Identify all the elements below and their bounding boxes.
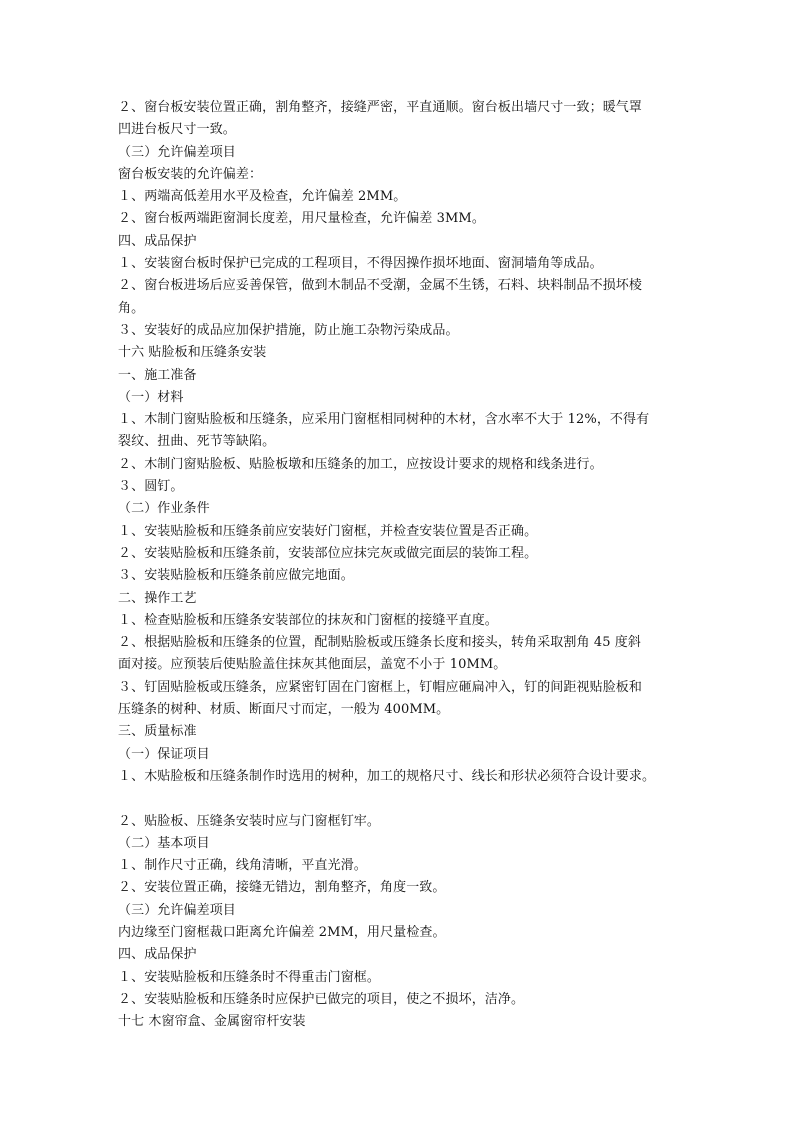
text-line: 凹进台板尺寸一致。 (118, 122, 236, 138)
text-line: ２、根据贴脸板和压缝条的位置，配制贴脸板或压缝条长度和接头，转角采取割角 45 度斜 (118, 635, 642, 651)
text-line: ２、窗台板两端距窗洞长度差，用尺量检查，允许偏差 3MM。 (118, 211, 485, 227)
text-line: 面对接。应预装后使贴脸盖住抹灰其他面层，盖宽不小于 10MM。 (118, 657, 507, 673)
text-line: 裂纹、扭曲、死节等缺陷。 (118, 434, 276, 450)
text-line: 角。 (118, 300, 145, 316)
text-line: 二、操作工艺 (118, 590, 197, 606)
text-line: ２、安装位置正确，接缝无错边，割角整齐，角度一致。 (118, 880, 446, 896)
text-line: 窗台板安装的允许偏差： (118, 166, 263, 182)
text-line: 三、质量标准 (118, 724, 197, 740)
text-line: 压缝条的树种、材质、断面尺寸而定，一般为 400MM。 (118, 702, 450, 718)
text-line: （二）基本项目 (118, 835, 210, 851)
text-line: １、检查贴脸板和压缝条安装部位的抹灰和门窗框的接缝平直度。 (118, 612, 498, 628)
text-line: 四、成品保护 (118, 947, 197, 963)
text-line: 十六 贴脸板和压缝条安装 (118, 345, 267, 361)
text-line: ２、木制门窗贴脸板、贴脸板墩和压缝条的加工，应按设计要求的规格和线条进行。 (118, 456, 603, 472)
text-line: ３、钉固贴脸板或压缝条，应紧密钉固在门窗框上，钉帽应砸扁冲入，钉的间距视贴脸板和 (118, 679, 643, 695)
text-line: ３、圆钉。 (118, 479, 184, 495)
text-line: ２、窗台板进场后应妥善保管，做到木制品不受潮，金属不生锈，石料、块料制品不损坏棱 (118, 278, 643, 294)
text-line: １、安装窗台板时保护已完成的工程项目，不得因操作损坏地面、窗洞墙角等成品。 (118, 256, 603, 272)
text-line: １、安装贴脸板和压缝条前应安装好门窗框，并检查安装位置是否正确。 (118, 523, 538, 539)
text-line: （三）允许偏差项目 (118, 902, 236, 918)
text-line: 内边缘至门窗框裁口距离允许偏差 2MM，用尺量检查。 (118, 924, 446, 940)
text-line: 四、成品保护 (118, 233, 197, 249)
text-line: ３、安装贴脸板和压缝条前应做完地面。 (118, 568, 354, 584)
text-line (118, 788, 680, 810)
document-body (118, 97, 680, 1033)
text-line: ２、安装贴脸板和压缝条时应保护已做完的项目，使之不损坏，洁净。 (118, 991, 525, 1007)
text-line: ３、安装好的成品应加保护措施，防止施工杂物污染成品。 (118, 322, 459, 338)
text-line: ２、贴脸板、压缝条安装时应与门窗框钉牢。 (118, 813, 381, 829)
text-line: １、安装贴脸板和压缝条时不得重击门窗框。 (118, 969, 381, 985)
text-line: １、木制门窗贴脸板和压缝条，应采用门窗框相同树种的木材，含水率不大于 12%，不得有 (118, 412, 650, 428)
text-line: ２、安装贴脸板和压缝条前，安装部位应抹完灰或做完面层的装饰工程。 (118, 545, 538, 561)
text-line: １、两端高低差用水平及检查，允许偏差 2MM。 (118, 189, 407, 205)
text-line: １、制作尺寸正确，线角清晰，平直光滑。 (118, 858, 367, 874)
text-line: 十七 木窗帘盒、金属窗帘杆安装 (118, 1014, 306, 1030)
text-line: （一）保证项目 (118, 746, 210, 762)
text-line: １、木贴脸板和压缝条制作时选用的树种，加工的规格尺寸、线长和形状必须符合设计要求。 (118, 768, 656, 784)
text-line: （二）作业条件 (118, 501, 210, 517)
text-line: （三）允许偏差项目 (118, 144, 236, 160)
text-line: （一）材料 (118, 389, 184, 405)
text-line: ２、窗台板安装位置正确，割角整齐，接缝严密，平直通顺。窗台板出墙尺寸一致；暖气罩 (118, 100, 643, 115)
text-line: 一、施工准备 (118, 367, 197, 383)
